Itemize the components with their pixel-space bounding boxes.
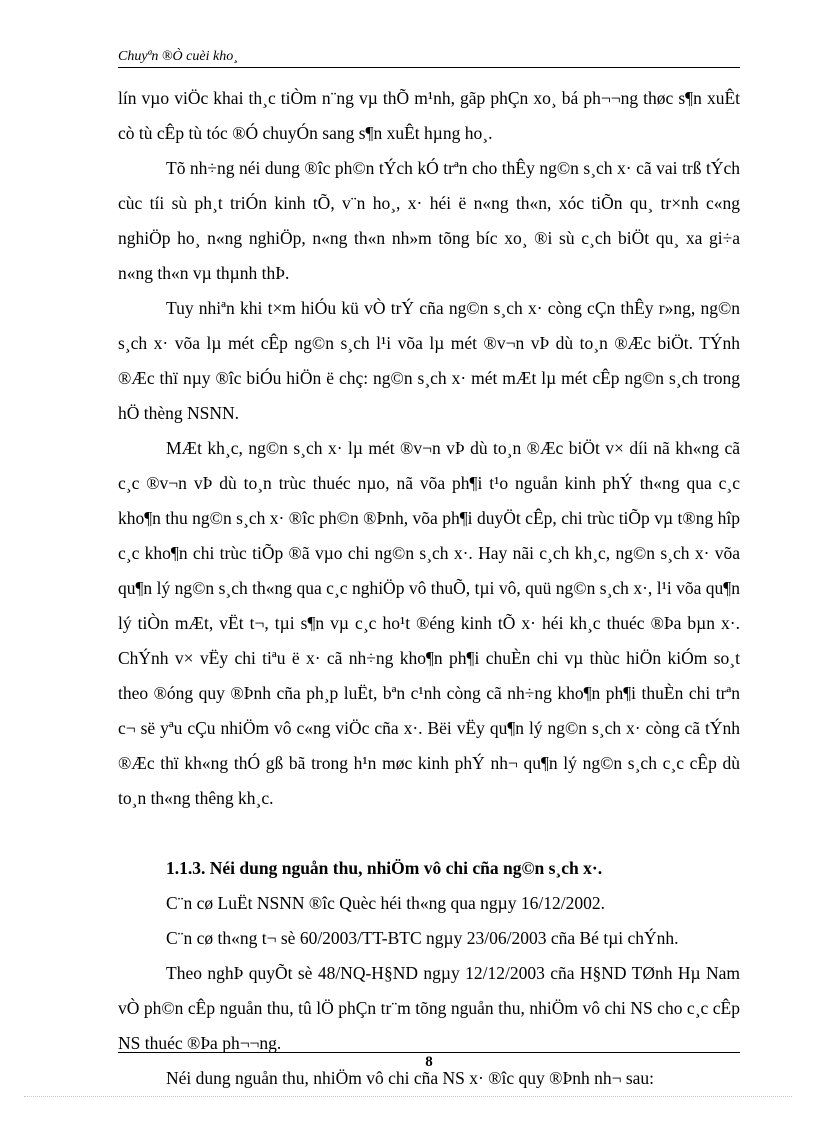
page-number: 8 <box>425 1054 433 1070</box>
document-body <box>118 81 740 1096</box>
section-line-2: C¨n cø th«ng t¬ sè 60/2003/TT-BTC ngµy 23/06/2003 cña Bé tµi chÝnh. <box>166 928 679 948</box>
paragraph-1: lín vµo viÖc khai th¸c tiÒm n¨ng vµ thÕ m¹nh, gãp phÇn xo¸ bá ph¬¬ng thøc s¶n xuÊt cò tù cÊp tù tóc ®Ó chuyÓn sang s¶n xuÊt hµng ho¸. <box>118 88 740 143</box>
footer-divider <box>118 1052 740 1053</box>
section-line-3: Theo nghÞ quyÕt sè 48/NQ-H§ND ngµy 12/12/2003 cña H§ND TØnh Hµ Nam vÒ ph©n cÊp nguån thu, tû lÖ phÇn tr¨m tõng nguån thu, nhiÖm vô chi NS cho c¸c cÊp NS thuéc ®Þa ph¬¬ng. <box>118 963 740 1053</box>
paragraph-3: Tuy nhiªn khi t×m hiÓu kü vÒ trÝ cña ng©n s¸ch x· còng cÇn thÊy r»ng, ng©n s¸ch x· võa lµ mét cÊp ng©n s¸ch l¹i võa lµ mét ®v¬n vÞ dù to¸n ®Æc biÖt. TÝnh ®Æc thï nµy ®îc biÓu hiÖn ë chç: ng©n s¸ch x· mét mÆt lµ mét cÊp ng©n s¸ch trong hÖ thèng NSNN. <box>118 298 740 423</box>
page-header: Chuyªn ®Ò cuèi kho¸ <box>118 49 238 64</box>
section-heading: 1.1.3. Néi dung nguån thu, nhiÖm vô chi cña ng©n s¸ch x·. <box>166 858 603 878</box>
paragraph-4: MÆt kh¸c, ng©n s¸ch x· lµ mét ®v¬n vÞ dù to¸n ®Æc biÖt v× díi nã kh«ng cã c¸c ®v¬n vÞ dù to¸n trùc thuéc nµo, nã võa ph¶i t¹o nguån kinh phÝ th«ng qua c¸c kho¶n thu ng©n s¸ch x· ®îc ph©n ®Þnh, võa ph¶i duyÖt cÊp, chi trùc tiÕp vµ t®ng hîp c¸c kho¶n chi trùc tiÕp ®ã vµo chi ng©n s¸ch x·. Hay nãi c¸ch kh¸c, ng©n s¸ch x· võa qu¶n lý ng©n s¸ch th«ng qua c¸c nghiÖp vô thuÕ, tµi vô, quü ng©n s¸ch x·, l¹i võa qu¶n lý tiÒn mÆt, vËt t¬, tµi s¶n vµ c¸c ho¹t ®éng kinh tÕ x· héi kh¸c thuéc ®Þa bµn x·. ChÝnh v× vËy chi tiªu ë x· cã nh÷ng kho¶n ph¶i chuÈn chi vµ thùc hiÖn kiÓm so¸t theo ®óng quy ®Þnh cña ph¸p luËt, bªn c¹nh còng cã nh÷ng kho¶n ph¶i thuÈn chi trªn c¬ së yªu cÇu nhiÖm vô c«ng viÖc cña x·. Bëi vËy qu¶n lý ng©n s¸ch x· còng cã tÝnh ®Æc thï kh«ng thÓ gß bã trong h¹n møc kinh phÝ nh¬ qu¶n lý ng©n s¸ch c¸c cÊp dù to¸n th«ng thêng kh¸c. <box>118 438 740 808</box>
section-line-1: C¨n cø LuËt NSNN ®îc Quèc héi th«ng qua ngµy 16/12/2002. <box>166 893 605 913</box>
page-bottom-border <box>24 1096 792 1097</box>
section-spacer <box>118 816 740 851</box>
section-line-4: Néi dung nguån thu, nhiÖm vô chi cña NS x· ®îc quy ®Þnh nh¬ sau: <box>166 1068 655 1088</box>
paragraph-2: Tõ nh÷ng néi dung ®îc ph©n tÝch kÓ trªn cho thÊy ng©n s¸ch x· cã vai trß tÝch cùc tíi sù ph¸t triÓn kinh tÕ, v¨n ho¸, x· héi ë n«ng th«n, xóc tiÕn qu¸ tr×nh c«ng nghiÖp ho¸ n«ng nghiÖp, n«ng th«n nh»m tõng bíc xo¸ ®i sù c¸ch biÖt qu¸ xa gi÷a n«ng th«n vµ thµnh thÞ. <box>118 158 740 283</box>
header-divider <box>118 67 740 68</box>
